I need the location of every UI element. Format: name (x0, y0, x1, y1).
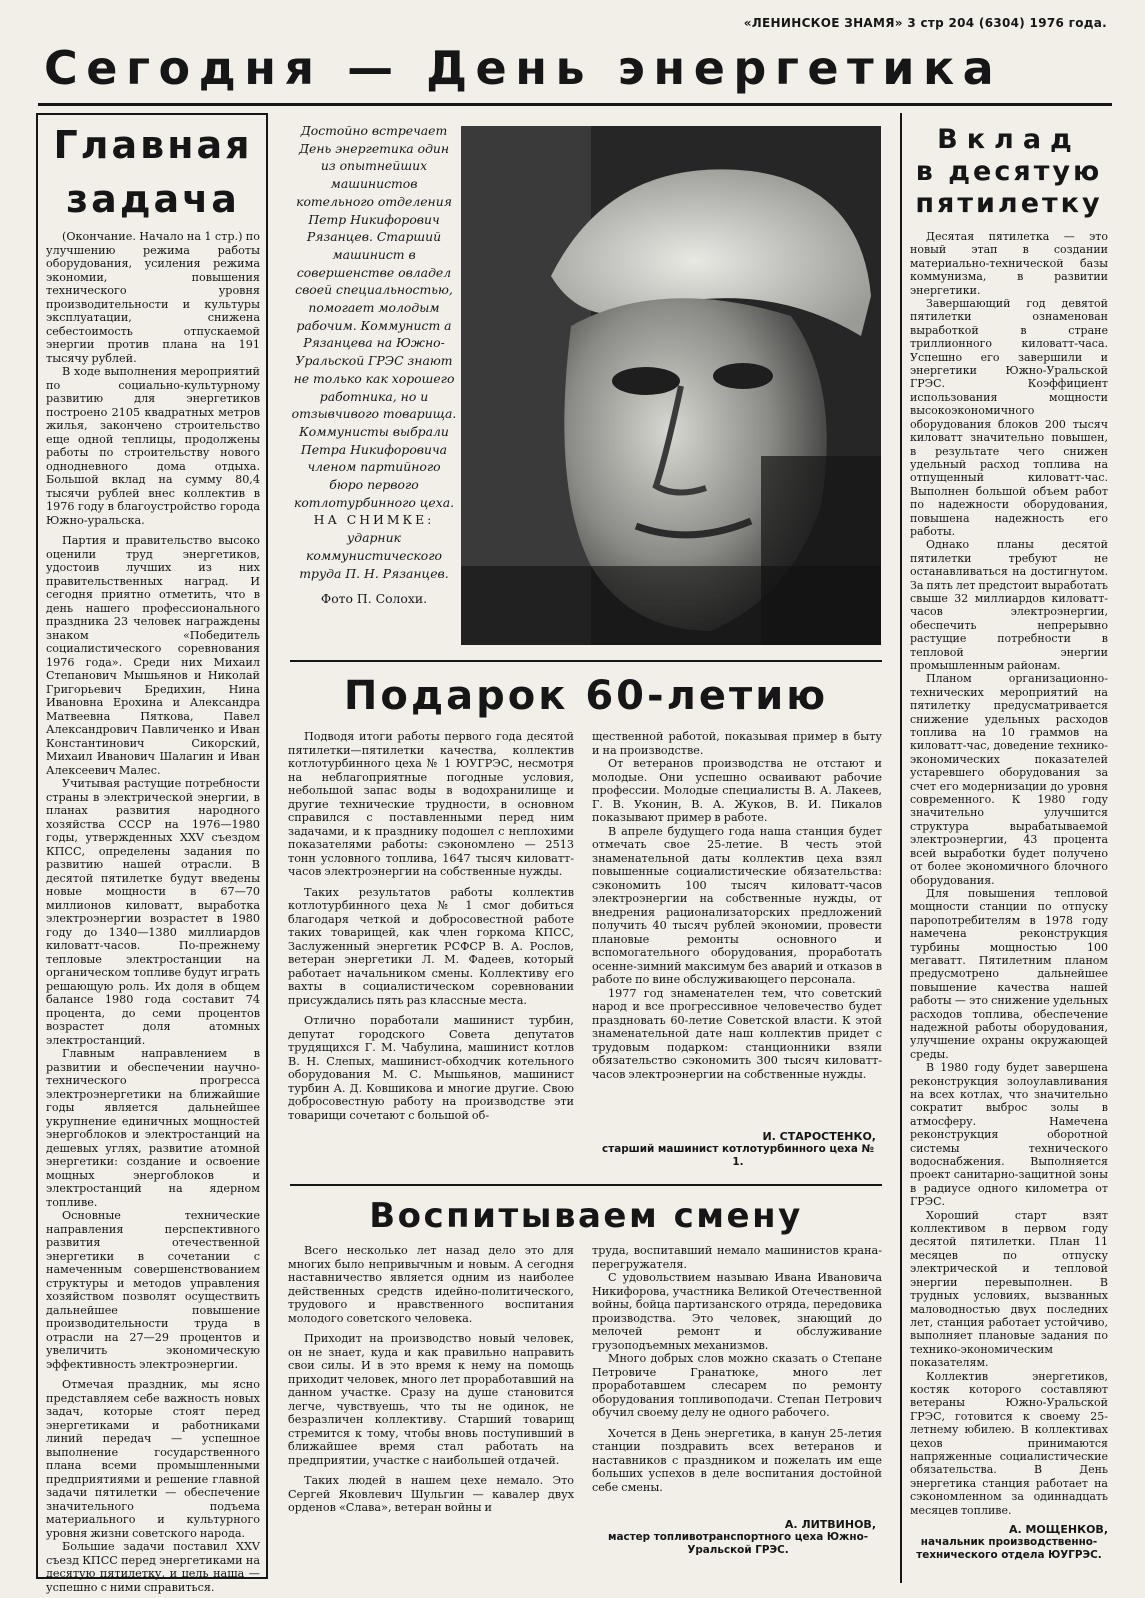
paragraph: Приходит на производство новый человек, он не знает, куда и как правильно направить свои силы. И в это время к нему на помощь приходит человек, много лет проработавший на данном участке. Сразу на душе становится легче, чувствуешь, что ты не одинок, не безразличен коллективу. Старший товарищ стремится к тому, чтобы вновь поступивший в ближайшее время стал работать на предприятии, участке с наибольшей отдачей. (288, 1332, 574, 1467)
right-column-rule (900, 113, 902, 1583)
smena-col1 (288, 1244, 574, 1515)
left-article (46, 118, 260, 1594)
page-banner: Сегодня — День энергетика (44, 41, 1003, 95)
paragraph: Для повышения тепловой мощности станции по отпуску паропотребителям в 1978 году намечена реконструкция турбины мощностью 100 мегаватт. Пятилетним планом предусмотрено дальнейшее повышение качества нашей работы — это снижение удельных расходов топлива, обеспечение надежной работы оборудования, улучшение охраны окружающей среды. (910, 886, 1108, 1061)
right-signature (910, 1523, 1108, 1562)
banner-rule (38, 103, 1112, 106)
podarok-sig-name: И. СТАРОСТЕНКО, (762, 1130, 876, 1143)
portrait-image (461, 126, 881, 645)
left-title-line1: Главная (53, 123, 253, 167)
mid-rule-top (290, 660, 882, 662)
paragraph: Партия и правительство высоко оценили труд энергетиков, удостоив лучших из них правительственных наград. И сегодня приятно отметить, что в день нашего профессионального праздника 23 человек награждены знаком «Победитель социалистического соревнования 1976 года». Среди них Михаил Степанович Мышьянов и Николай Григорьевич Бредихин, Нина Ивановна Ерохина и Александра Матвеевна Пяткова, Павел Александрович Павличенко и Иван Константинович Сикорский, Михаил Иванович Шалагин и Иван Алексеевич Малес. (46, 534, 260, 777)
paragraph: Завершающий год девятой пятилетки ознаменован выработкой в стране триллионного киловатт-часа. Успешно его завершили и энергетики Южно-Уральской ГРЭС. Коэффициент использования мощности высокоэкономичного оборудования блоков 200 тысяч киловатт значительно повышен, в результате чего снижен удельный расход топлива на отпущенный киловатт-час. Выполнен большой объем работ по надежности оборудования, повышена надежность его работы. (910, 297, 1108, 538)
right-sig-position: начальник производственно-технического отдела ЮУГРЭС. (916, 1536, 1102, 1561)
right-article-body (910, 230, 1108, 1517)
paragraph: Главным направлением в развитии и обеспечении научно-технического прогресса электроэнергетики на ближайшие годы является дальнейшее укрупнение единичных мощностей энергоблоков и электростанций на дешевых углях, развитие атомной энергетики: создание и освоение мощных энергоблоков и электростанций на ядерном топливе. (46, 1047, 260, 1209)
paragraph: Хочется в День энергетика, в канун 25-летия станции поздравить всех ветеранов и наставников с праздником и пожелать им еще больших успехов в деле воспитания достойной себе смены. (592, 1426, 882, 1494)
paragraph: С удовольствием называю Ивана Ивановича Никифорова, участника Великой Отечественной войны, бойца партизанского отряда, передовика производства. Это человек, знающий до мелочей ремонт и обслуживание грузоподъемных механизмов. (592, 1271, 882, 1352)
paragraph: Однако планы десятой пятилетки требуют не останавливаться на достигнутом. За пять лет предстоит выработать свыше 32 миллиардов киловатт-часов электроэнергии, обеспечить непрерывно растущие потребности в тепловой энергии промышленным районам. (910, 538, 1108, 672)
photo-caption (290, 122, 458, 608)
podarok-col1 (288, 730, 574, 1122)
smena-signature (600, 1518, 876, 1557)
paragraph: В 1980 году будет завершена реконструкция золоулавливания на всех котлах, что значительно сократит выброс золы в атмосферу. Намечена реконструкция оборотной системы технического водоснабжения. Выполняется проект санитарно-защитной зоны в радиусе одного километра от ГРЭС. (910, 1061, 1108, 1209)
right-title-line2: в десятую (915, 156, 1103, 187)
right-article (910, 124, 1108, 1562)
paragraph: В ходе выполнения мероприятий по социально-культурному развитию для энергетиков построено 2105 квадратных метров жилья, закончено строительство еще одной теплицы, продолжены работы по строительству нового одноднeвного дома отдыха. Большой вклад на сумму 80,4 тысячи рублей внес коллектив в 1976 году в благоустройство города Южно-уральска. (46, 365, 260, 527)
right-title-line3: пятилетку (915, 188, 1103, 219)
paragraph: Планом организационно-технических мероприятий на пятилетку предусматривается снижение удельных расходов топлива на 10 граммов на киловатт-час, доведение технико-экономических показателей устаревшего оборудования за счет его модернизации до уровня современного. К 1980 году значительно улучшится структура вырабатываемой электроэнергии, 43 процента всей выработки будет получено от более экономичного блочного оборудования. (910, 672, 1108, 887)
caption-text: Достойно встречает День энергетика один из опытнейших машинистов котельного отделения Петр Никифорович Рязанцев. Старший машинист в совершенстве овладел своей специальностью, помогает молодым рабочим. Коммунист а Рязанцева на Южно-Уральской ГРЭС знают не только как хорошего работника, но и отзывчивого товарища. Коммунисты выбрали Петра Никифоровича членом партийного бюро первого котлотурбинного цеха. (291, 123, 457, 510)
portrait-photo (461, 126, 881, 645)
podarok-signature (600, 1130, 876, 1169)
left-article-body (46, 230, 260, 1594)
paragraph: Много добрых слов можно сказать о Степане Петровиче Гранатюке, много лет проработавшем слесарем по ремонту оборудования топливоподачи. Степан Петрович обучил своему делу не одного рабочего. (592, 1352, 882, 1419)
paragraph: Коллектив энергетиков, костяк которого составляют ветераны Южно-Уральской ГРЭС, готовится к своему 25-летнему юбилею. В коллективах цехов принимаются напряженные социалистические обязательства. В День энергетика станция работает на сэкономленном за одиннадцать месяцев топливе. (910, 1369, 1108, 1517)
podarok-col2 (592, 730, 882, 1081)
caption-na-snimke-text: ударник коммунистического труда П. Н. Рязанцев. (299, 530, 449, 581)
paragraph: (Окончание. Начало на 1 стр.) по улучшению режима работы оборудования, усиления режима экономии, повышения технического уровня производительности и культуры эксплуатации, снижена себестоимость отпускаемой энергии против плана на 191 тысячу рублей. (46, 230, 260, 365)
paragraph: Подводя итоги работы первого года десятой пятилетки—пятилетки качества, коллектив котлотурбинного цеха № 1 ЮУГРЭС, несмотря на неблагоприятные погодные условия, небольшой запас воды в водохранилище и другие технические трудности, в основном справился с поставленными перед ним задачами, и к празднику подошел с неплохими показателями работы: сэкономлено — 2513 тонн условного топлива, 1647 тысяч киловатт-часов электроэнергии на собственные нужды. (288, 730, 574, 878)
paragraph: Всего несколько лет назад дело это для многих было непривычным и новым. А сегодня наставничество является одним из наиболее действенных средств идейно-политического, трудового и нравственного воспитания молодого советского человека. (288, 1244, 574, 1325)
paragraph: труда, воспитавший немало машинистов крана-перегружателя. (592, 1244, 882, 1271)
right-sig-name: А. МОЩЕНКОВ, (1008, 1523, 1108, 1536)
paragraph: В апреле будущего года наша станция будет отмечать свое 25-летие. В честь этой знаменательной даты коллектив цеха взял повышенные социалистические обязательства: сэкономить 100 тысяч киловатт-часов электроэнергии на собственные нужды, от внедрения рационализаторских предложений получить 40 тысяч рублей экономии, провести плановые ремонты основного и вспомогательного оборудования, проработать осенне-зимний максимум без аварий и отказов в работе по вине обслуживающего персонала. (592, 824, 882, 986)
paragraph: Таких результатов работы коллектив котлотурбинного цеха № 1 смог добиться благодаря четкой и добросовестной работе таких товарищей, как член горкома КПСС, Заслуженный энергетик РСФСР В. А. Рослов, ветеран энергетики Л. М. Фадеев, который работает начальником смены. Коллективу его вахты в социалистическом соревновании присуждались пять раз классные места. (288, 885, 574, 1007)
smena-sig-name: А. ЛИТВИНОВ, (784, 1518, 876, 1531)
podarok-title: Подарок 60-летию (343, 673, 829, 719)
smena-sig-position: мастер топливотранспортного цеха Южно-Уральской ГРЭС. (607, 1531, 869, 1556)
paragraph: От ветеранов производства не отстают и молодые. Они успешно осваивают рабочие профессии. Молодые специалисты В. А. Лакеев, Г. В. Уконин, В. А. Жуков, В. И. Пикалов показывают пример в работе. (592, 757, 882, 824)
paragraph: Большие задачи поставил XXV съезд КПСС перед энергетиками на десятую пятилетку, и цель наша — успешно с ними справиться. (46, 1540, 260, 1594)
masthead: «ЛЕНИНСКОЕ ЗНАМЯ» 3 стр 204 (6304) 1976 года. (743, 16, 1107, 30)
paragraph: Отмечая праздник, мы ясно представляем себе важность новых задач, которые стоят перед энергетиками и работниками линий передач — успешное выполнение государственного плана всеми промышленными предприятиями и решение главной задачи пятилетки — обеспечение значительного подъема материального и культурного уровня жизни советского народа. (46, 1378, 260, 1540)
photo-credit: Фото П. Солохи. (320, 591, 428, 607)
right-title-line1: Вклад (937, 124, 1081, 155)
smena-col2 (592, 1244, 882, 1494)
paragraph: Хороший старт взят коллективом в первом году десятой пятилетки. План 11 месяцев по отпуску электрической и тепловой энергии перевыполнен. В трудных условиях, вызванных маловодностью двух последних лет, станция работает устойчиво, выполняет плановые задания по технико-экономическим показателям. (910, 1208, 1108, 1370)
paragraph: Десятая пятилетка — это новый этап в создании материально-технической базы коммунизма, в развитии энергетики. (910, 230, 1108, 297)
smena-title: Воспитываем смену (369, 1196, 803, 1236)
left-title-line2: задача (66, 177, 240, 221)
right-article-title (910, 124, 1108, 220)
caption-na-snimke: НА СНИМКЕ: (313, 512, 435, 528)
paragraph: 1977 год знаменателен тем, что советский народ и все прогрессивное человечество будет праздновать 60-летие Советской власти. К этой знаменательной дате наш коллектив придет с трудовым подарком: станционники взяли обязательство сэкономить 300 тысяч киловатт-часов электроэнергии на собственные нужды. (592, 986, 882, 1081)
mid-rule-bottom (290, 1184, 882, 1186)
paragraph: Учитывая растущие потребности страны в электрической энергии, в планах развития народного хозяйства СССР на 1976—1980 годы, утвержденных XXV съездом КПСС, определены задания по развитию нашей отрасли. В десятой пятилетке будут введены новые мощности в 67—70 миллионов киловатт, выработка электроэнергии возрастет в 1980 году до 1340—1380 миллиардов киловатт-часов. По-прежнему тепловые электростанции на органическом топливе будут играть решающую роль. Их доля в общем балансе 1980 года составит 74 процента, до семи процентов возрастет доля атомных электростанций. (46, 777, 260, 1047)
paragraph: Основные технические направления перспективного развития отечественной энергетики в сочетании с намеченным совершенствованием структуры и методов управления хозяйством позволят осуществить дальнейшее повышение производительности труда в отрасли на 27—29 процентов и увеличить экономическую эффективность электроэнергии. (46, 1209, 260, 1371)
paragraph: щественной работой, показывая пример в быту и на производстве. (592, 730, 882, 757)
podarok-sig-position: старший машинист котлотурбинного цеха № 1. (602, 1143, 874, 1168)
paragraph: Отлично поработали машинист турбин, депутат городского Совета депутатов трудящихся Г. М. Чабулина, машинист котлов В. Н. Слепых, машинист-обходчик котельного оборудования М. С. Мышьянов, машинист турбин А. Д. Ковшикова и многие другие. Свою добросовестную работу на производстве эти товарищи сочетают с большой об- (288, 1014, 574, 1122)
paragraph: Таких людей в нашем цехе немало. Это Сергей Яковлевич Шульгин — кавалер двух орденов «Слава», ветеран войны и (288, 1474, 574, 1514)
left-article-title (46, 118, 260, 226)
